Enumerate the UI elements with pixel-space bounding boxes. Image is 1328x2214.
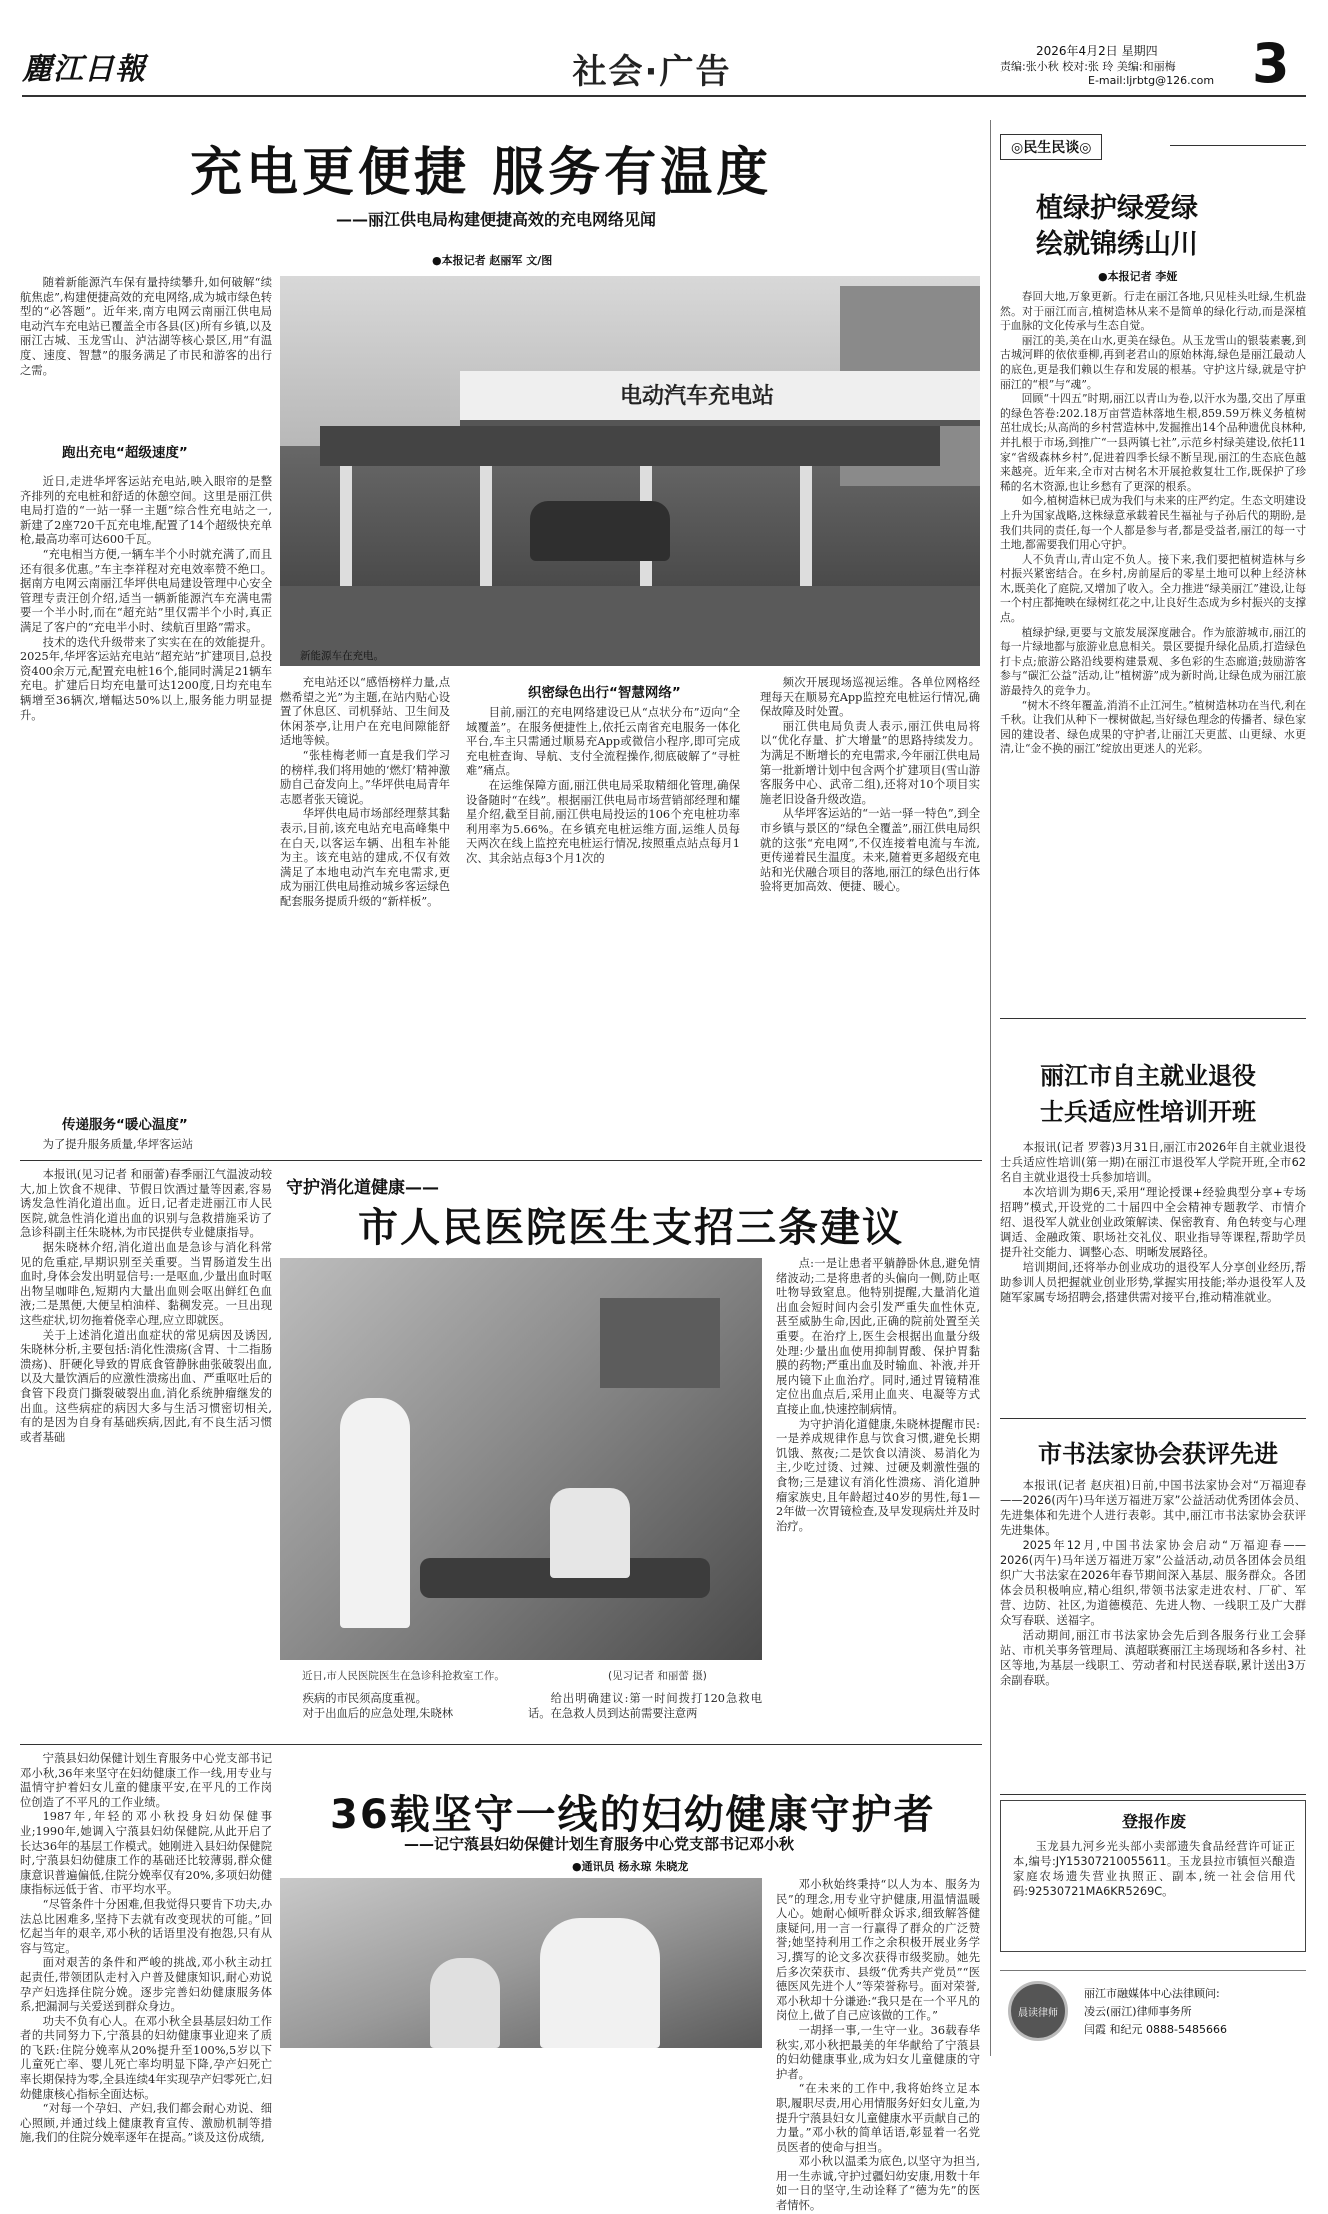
a1-heading-warmth: 传递服务“暖心温度” xyxy=(62,1117,188,1133)
a1-lead: 随着新能源汽车保有量持续攀升,如何破解“续航焦虑”,构建便捷高效的充电网络,成为城市绿色转型的“必答题”。近年来,南方电网云南丽江供电局电动汽车充电站已覆盖全市各县(区)所有乡镇,以及丽江古城、玉龙雪山、泸沽湖等核心景区,用“有温度、速度、智慧”的服务满足了市民和游客的出行之需。 xyxy=(20,276,272,377)
a2-title: 市人民医院医生支招三条建议 xyxy=(358,1205,904,1251)
a2-col3: 给出明确建议:第一时间拨打120急救电话。在急救人员到达前需要注意两 xyxy=(528,1692,762,1720)
side2-title-1: 丽江市自主就业退役 xyxy=(1040,1062,1256,1090)
a1-col1-tail: 为了提升服务质量,华坪客运站 xyxy=(42,1138,194,1151)
a3-subtitle: ——记宁蒗县妇幼保健计划生育服务中心党支部书记邓小秋 xyxy=(404,1835,795,1853)
side2-rule xyxy=(1000,1418,1306,1419)
a1-subtitle: ——丽江供电局构建便捷高效的充电网络见闻 xyxy=(336,210,657,229)
a2-photo-caption: 近日,市人民医院医生在急诊科抢救室工作。 xyxy=(302,1670,505,1682)
side2-body: 本报讯(记者 罗蓉)3月31日,丽江市2026年自主就业退役士兵适应性培训(第一期)在丽江市退役军人学院开班,全市62名自主就业退役士兵参加培训。 本次培训为期6天,采用“理论授课+经验典型分享+专场招聘”模式,开设党的二十届四中全会精神专题教学、市情介绍、退役军人就业创业政策解读、保密教育、角色转变与心理调适、金融政策、职场社交礼仪、职业指导等课程,帮助学员提升社交能力、调整心态、明晰发展路径。 培训期间,还将举办创业成功的退役军人分享创业经历,帮助参训人员把握就业创业形势,掌握实用技能;举办退役军人及随军家属专场招聘会,搭建供需对接平台,推动精准就业。 xyxy=(1000,1141,1306,1304)
side1-title-1: 植绿护绿爱绿 xyxy=(1036,193,1198,224)
opinion-tag-rule xyxy=(1170,145,1306,146)
a3-hidden-tail xyxy=(0,2064,1,2065)
side3-rule xyxy=(1000,1794,1306,1795)
a1-col3: 目前,丽江的充电网络建设已从“点状分布”迈向“全域覆盖”。在服务便捷性上,依托云南省充电服务一体化平台,车主只需通过顺易充App或微信小程序,即可完成充电桩查询、导航、支付全流程操作,彻底破解了“寻桩难”痛点。 在运维保障方面,丽江供电局采取精细化管理,确保设备随时“在线”。根据丽江供电局市场营销部经理和耀星介绍,截至目前,丽江供电局投运的106个充电桩功率利用率为5.66%。在乡镇充电桩运维方面,运维人员每天两次在线上监控充电桩运行情况,按照重点站点每月1次、其余站点每3个月1次的 xyxy=(466,706,740,865)
a2-col2: 疾病的市民须高度重视。 对于出血后的应急处理,朱晓林 xyxy=(302,1692,454,1720)
a1-col1-body: 近日,走进华坪客运站充电站,映入眼帘的是整齐排列的充电桩和舒适的休憩空间。这里是丽江供电局打造的“一站一驿一主题”综合性充电站之一,新建了2座720千瓦充电堆,配置了14个超级快充单枪,最高功率可达600千瓦。 “充电相当方便,一辆车半个小时就充满了,而且还有很多优惠。”车主李祥程对充电效率赞不绝口。据南方电网云南丽江华坪供电局建设管理中心安全管理专责汪创介绍,适当一辆新能源汽车充满电需要一个半小时,而在“超充站”里仅需半个小时,真正满足了客户的“充电半小时、续航百里路”需求。 技术的迭代升级带来了实实在在的效能提升。2025年,华坪客运站充电站“超充站”扩建项目,总投资400余万元,配置充电桩16个,能同时满足21辆车充电。扩建后日均充电量可达1200度,日均充电车辆增至36辆次,增幅达50%以上,服务能力明显提升。 xyxy=(20,475,272,722)
footer-ad xyxy=(1000,1970,1306,2056)
notice-box xyxy=(1000,1800,1306,1952)
a3-col4: 邓小秋始终秉持“以人为本、服务为民”的理念,用专业守护健康,用温情温暖人心。她耐心倾听群众诉求,细致解答健康疑问,用一言一行赢得了群众的广泛赞誉;她坚持利用工作之余积极开展业务学习,撰写的论文多次获得市级奖励。她先后多次荣获市、县级“优秀共产党员”“医德医风先进个人”等荣誉称号。面对荣誉,邓小秋却十分谦逊:“我只是在一个平凡的岗位上,做了自己应该做的工作。” 一胡择一事,一生守一业。36载春华秋实,邓小秋把最美的年华献给了宁蒗县的妇幼健康事业,成为妇女儿童健康的守护者。 “在未来的工作中,我将始终立足本职,履职尽责,用心用情服务好妇女儿童,为提升宁蒗县妇女儿童健康水平贡献自己的力量。”邓小秋的简单话语,彰显着一名党员医者的使命与担当。 邓小秋以温柔为底色,以坚守为担当,用一生赤诚,守护过疆妇幼安康,用数十年如一日的坚守,生动诠释了“德为先”的医者情怀。 xyxy=(776,1878,980,2213)
a3-col1: 宁蒗县妇幼保健计划生育服务中心党支部书记邓小秋,36年来坚守在妇幼健康工作一线,用专业与温情守护着妇女儿童的健康平安,在平凡的工作岗位创造了不平凡的工作业绩。 1987年,年轻的邓小秋投身妇幼保健事业;1990年,她调入宁蒗县妇幼保健院,从此开启了长达36年的基层工作模式。她刚进入县妇幼保健院时,宁蒗县妇幼健康工作的基础还比较薄弱,群众健康意识普遍偏低,住院分娩率仅有20%,多项妇幼健康指标远低于省、市平均水平。 “尽管条件十分困难,但我觉得只要肯下功夫,办法总比困难多,坚持下去就有改变现状的可能。”回忆起当年的艰辛,邓小秋的话语里没有抱怨,只有从容与笃定。 面对艰苦的条件和严峻的挑战,邓小秋主动扛起责任,带领团队走村入户普及健康知识,耐心劝说孕产妇选择住院分娩。逐步完善妇幼健康服务体系,把漏洞与关爱送到群众身边。 功夫不负有心人。在邓小秋全县基层妇幼工作者的共同努力下,宁蒗县的妇幼健康事业迎来了质的飞跃:住院分娩率从20%提升至100%,5岁以下儿童死亡率、婴儿死亡率均明显下降,孕产妇死亡率长期保持为零,全县连续4年实现孕产妇零死亡,妇幼健康核心指标全面达标。 “对每一个孕妇、产妇,我们都会耐心劝说、细心照顾,并通过线上健康教育宣传、激励机制等措施,我们的住院分娩率逐年在提高。”谈及这份成绩, xyxy=(20,1752,272,2145)
health-worker-photo xyxy=(280,1878,762,2048)
a1-byline: ●本报记者 赵丽军 文/图 xyxy=(432,254,553,267)
a1-title: 充电更便捷 服务有温度 xyxy=(190,143,773,203)
issue-date: 2026年4月2日 星期四 xyxy=(1036,44,1158,58)
footer-line-1: 丽江市融媒体中心法律顾问: xyxy=(1084,1987,1220,2000)
masthead-rule xyxy=(22,95,1306,97)
page-number: 3 xyxy=(1252,32,1290,95)
newspaper-logo: 麗江日報 xyxy=(22,52,146,87)
footer-line-3: 闫霞 和纪元 0888-5485666 xyxy=(1084,2023,1227,2036)
a1-col4: 频次开展现场巡视运维。各单位网格经理每天在顺易充App监控充电桩运行情况,确保故障及时处置。 丽江供电局负责人表示,丽江供电局将以“优化存量、扩大增量”的思路持续发力。为满足不断增长的充电需求,今年丽江供电局第一批新增计划中包含两个扩建项目(雪山游客服务中心、武帝二组),还将对10个项目实施老旧设备升级改造。 从华坪客运站的“一站一驿一特色”,到全市乡镇与景区的“绿色全覆盖”,丽江供电局织就的这张“充电网”,不仅连接着电流与车流,更传递着民生温度。未来,随着更多超级充电站和光伏融合项目的落地,丽江的绿色出行体验将更加高效、便捷、暖心。 xyxy=(760,676,980,894)
a2-kicker: 守护消化道健康—— xyxy=(286,1178,439,1198)
side3-title: 市书法家协会获评先进 xyxy=(1038,1440,1278,1468)
a3-byline: ●通讯员 杨永琼 朱晓龙 xyxy=(572,1860,689,1873)
a1-photo-caption: 新能源车在充电。 xyxy=(300,650,384,662)
sidebar-divider xyxy=(990,120,991,2056)
law-firm-emblem xyxy=(1008,1981,1068,2041)
notice-text: 玉龙县九河乡光头部小卖部遗失食品经营许可证正本,编号:JY15307210055611。玉龙县拉市镇恒兴酿造家庭农场遗失营业执照正、副本,统一社会信用代码:92530721MA6KR5269C。 xyxy=(1013,1840,1295,1898)
emergency-room-photo xyxy=(280,1258,762,1660)
a2-bottom-rule xyxy=(20,1744,982,1745)
side2-title-2: 士兵适应性培训开班 xyxy=(1040,1098,1256,1126)
a2-col1: 本报讯(见习记者 和丽蕾)春季丽江气温波动较大,加上饮食不规律、节假日饮酒过量等因素,容易诱发急性消化道出血。近日,记者走进丽江市人民医院,就急性消化道出血的识别与急救措施采访了急诊科副主任朱晓林,为市民提供专业健康指导。 据朱晓林介绍,消化道出血是急诊与消化科常见的危重症,早期识别至关重要。当胃肠道发生出血时,身体会发出明显信号:一是呕血,少量出血时呕出物呈咖啡色,短期内大量出血则会呕出鲜红色血液;二是黑便,大便呈柏油样、黏稠发亮。一旦出现这些症状,切勿拖着侥幸心理,应立即就医。 关于上述消化道出血症状的常见病因及诱因,朱晓林分析,主要包括:消化性溃疡(含胃、十二指肠溃疡)、肝硬化导致的胃底食管静脉曲张破裂出血,以及大量饮酒后的应激性溃疡出血、严重呕吐后的食管下段贲门撕裂破裂出血,消化系统肿瘤继发的出血。这些病症的病因大多与生活习惯密切相关,有的是因为自身有基础疾病,因此,有不良生活习惯或者基础 xyxy=(20,1168,272,1444)
footer-line-2: 凌云(丽江)律师事务所 xyxy=(1084,2005,1192,2018)
section-title: 社会·广告 xyxy=(572,52,732,92)
law-firm-emblem-text: 晨读律师 xyxy=(1018,2008,1058,2019)
side1-rule xyxy=(1000,1018,1306,1019)
a2-col4: 点:一是让患者平躺静卧休息,避免情绪波动;二是将患者的头偏向一侧,防止呕吐物导致窒息。他特别提醒,大量消化道出血会短时间内会引发严重失血性休克,甚至威胁生命,因此,正确的院前处置至关重要。在治疗上,医生会根据出血量分级处理:少量出血使用抑制胃酸、保护胃黏膜的药物;严重出血及时输血、补液,并开展内镜下止血治疗。同时,通过胃镜精准定位出血点后,采用止血夹、电凝等方式直接止血,快速控制病情。 为守护消化道健康,朱晓林提醒市民:一是养成规律作息与饮食习惯,避免长期饥饿、熬夜;二是饮食以清淡、易消化为主,少吃过烫、过辣、过硬及刺激性强的食物;三是建议有消化性溃疡、消化道肿瘤家族史,且年龄超过40岁的男性,每1—2年做一次胃镜检查,及早发现病灶并及时治疗。 xyxy=(776,1257,980,1533)
a1-bottom-rule xyxy=(20,1160,982,1161)
a1-heading-speed: 跑出充电“超级速度” xyxy=(62,445,188,461)
side1-body: 春回大地,万象更新。行走在丽江各地,只见桂头吐绿,生机盎然。对于丽江而言,植树造林从来不是简单的绿化行动,而是深植于血脉的文化传承与生态自觉。 丽江的美,美在山水,更美在绿色。从玉龙雪山的银装素裹,到古城河畔的依依垂柳,再到老君山的原始林海,绿色是丽江最动人的底色,更是我们赖以生存和发展的根基。守护这片绿,就是守护丽江的“根”与“魂”。 回顾“十四五”时期,丽江以青山为卷,以汗水为墨,交出了厚重的绿色答卷:202.18万亩营造林落地生根,859.59万株义务植树茁壮成长;从高尚的乡村营造林中,发掘推出14个品种遗优良林种,并扎根于市场,到推广“一县两镇七社”,示范乡村绿美建设,依托11家“省级森林乡村”,促进着四季长绿不断呈现,丽江的生态底色越来越亮。近年来,全市对古树名木开展抢救复壮工作,既保护了珍稀的名木资源,也让乡愁有了更深的根系。 如今,植树造林已成为我们与未来的庄严约定。生态文明建设上升为国家战略,这株绿意承载着民生福祉与子孙后代的期盼,是我们共同的责任,每一个人都是参与者,都是受益者,丽江的每一寸土地,都需要我们用心守护。 人不负青山,青山定不负人。接下来,我们要把植树造林与乡村振兴紧密结合。在乡村,房前屋后的零星土地可以种上经济林木,既美化了庭院,又增加了收入。全力推进“绿美丽江”建设,让每一个村庄都掩映在绿树红花之中,让良好生态成为乡村振兴的支撑点。 植绿护绿,更要与文旅发展深度融合。作为旅游城市,丽江的每一片绿地都与旅游业息息相关。景区要提升绿化品质,打造绿色打卡点;旅游公路沿线要构建景观、多色彩的生态廊道;鼓励游客参与“碳汇公益”活动,让“植树游”成为新时尚,让绿色成为丽江旅游最持久的竞争力。 “树木不终年覆盖,消消不止江河生。”植树造林功在当代,利在千秋。让我们从种下一棵树做起,当好绿色理念的传播者、绿色家园的建设者、绿色成果的守护者,让丽江天更蓝、山更绿、水更清,让“金不换的丽江”绽放出更迷人的光彩。 xyxy=(1000,290,1306,756)
charging-station-photo xyxy=(280,276,980,666)
side1-title-2: 绘就锦绣山川 xyxy=(1036,229,1198,260)
editors-line: 责编:张小秋 校对:张 玲 美编:和丽梅 xyxy=(1000,60,1176,73)
a3-title: 36载坚守一线的妇幼健康守护者 xyxy=(330,1792,936,1838)
a1-heading-network: 织密绿色出行“智慧网络” xyxy=(528,685,681,701)
masthead xyxy=(0,0,1328,98)
side3-body: 本报讯(记者 赵庆祖)日前,中国书法家协会对“万福迎春——2026(丙午)马年送万福进万家”公益活动优秀团体会员、先进集体和先进个人进行表彰。其中,丽江市书法家协会获评先进集体。 2025年12月,中国书法家协会启动“万福迎春——2026(丙午)马年送万福进万家”公益活动,动员各团体会员组织广大书法家在2026年春节期间深入基层、服务群众。各团体会员积极响应,精心组织,带领书法家走进农村、厂矿、军营、边防、社区,为道德模范、先进人物、一线职工及广大群众写春联、送福字。 活动期间,丽江市书法家协会先后到各服务行业工会驿站、市机关事务管理局、滇超联赛丽江主场现场和各乡村、社区等地,为基层一线职工、劳动者和村民送春联,累计送出3万余副春联。 xyxy=(1000,1479,1306,1687)
a2-photo-credit: (见习记者 和丽蕾 摄) xyxy=(608,1670,707,1682)
a1-col2: 充电站还以“感悟榜样力量,点燃希望之光”为主题,在站内贴心设置了休息区、司机驿站、卫生间及休闲茶亭,让用户在充电间隙能舒适地等候。 “张桂梅老师一直是我们学习的榜样,我们将用她的‘燃灯’精神激励自己奋发向上。”华坪供电局青年志愿者张天镜说。 华坪供电局市场部经理蔡其黏表示,目前,该充电站充电高峰集中在白天,以客运车辆、出租车补能为主。该充电站的建成,不仅有效满足了本地电动汽车充电需求,更成为丽江供电局推动城乡客运绿色配套服务提质升级的“新样板”。 xyxy=(280,676,450,908)
station-sign: 电动汽车充电站 xyxy=(620,384,775,409)
opinion-tag: ◎民生民谈◎ xyxy=(1000,134,1102,160)
notice-title: 登报作废 xyxy=(1121,1812,1186,1831)
side1-byline: ●本报记者 李娅 xyxy=(1098,270,1178,283)
contact-email: E-mail:ljrbtg@126.com xyxy=(1088,74,1215,87)
